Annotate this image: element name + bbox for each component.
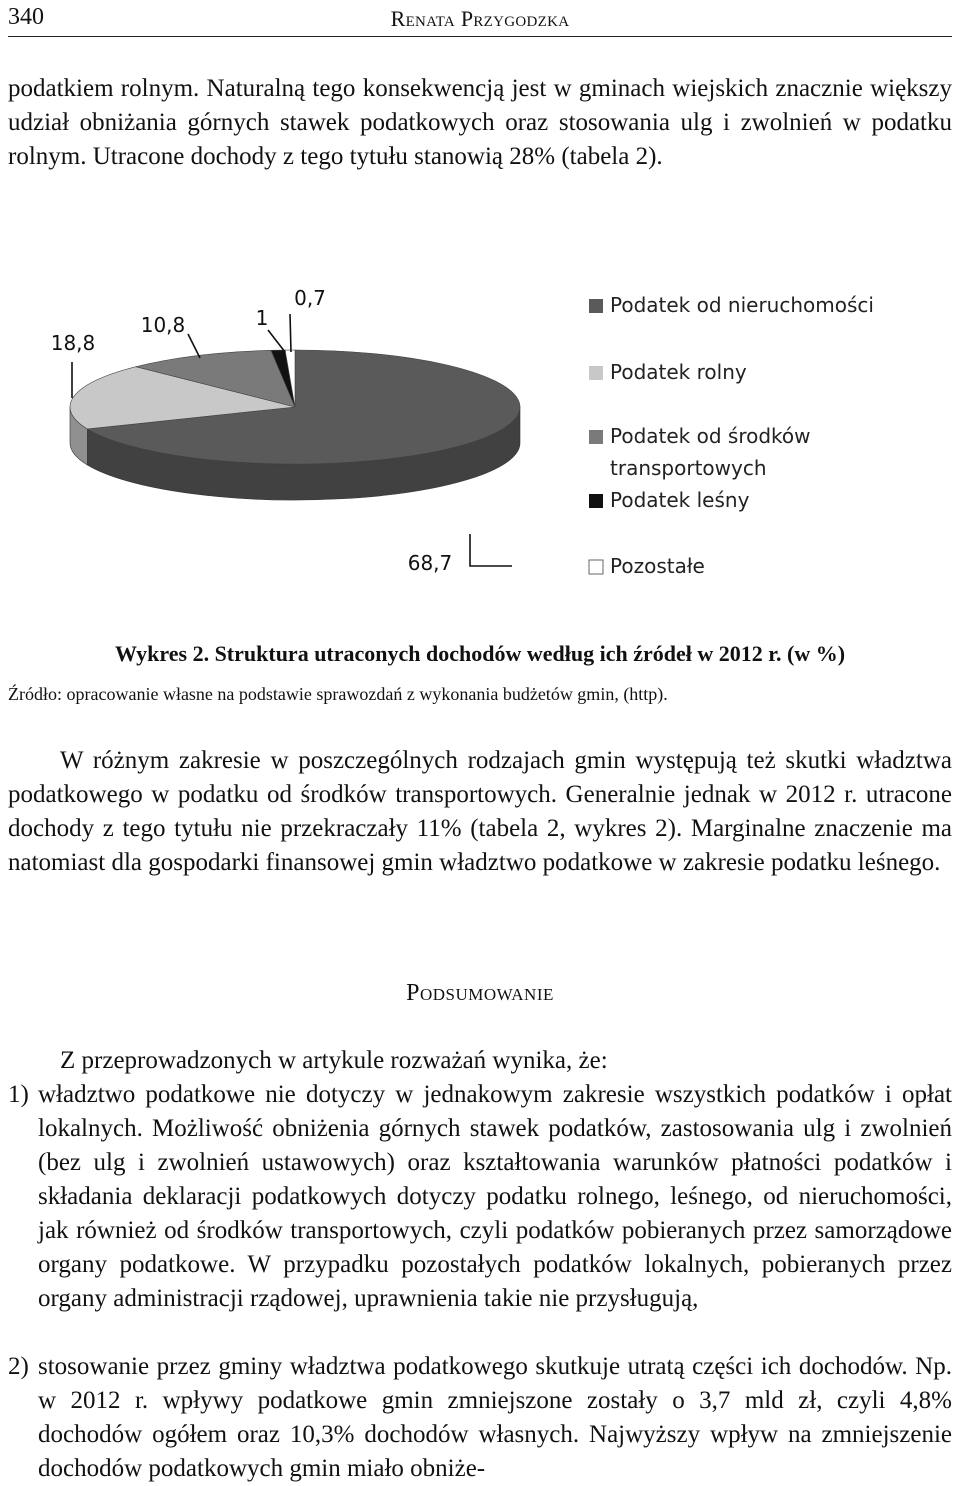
data-label: 0,7 [294, 286, 326, 310]
list-item [8, 1350, 952, 1486]
running-title: Renata Przygodzka [390, 6, 570, 31]
list-text: władztwo podatkowe nie dotyczy w jednakowym zakresie wszystkich podatków i opłat lokalnych. Możliwość obniżenia górnych stawek podatków, zastosowania ulg i zwolnień (bez ulg i zwolnień ustawowych) oraz kształtowania warunków płatności podatków i składania deklaracji podatkowych dotyczy podatku rolnego, leśnego, od nieruchomości, jak również od środków transportowych, czyli podatków pobieranych przez samorządowe organy podatkowe. W przypadku pozostałych podatków lokalnych, pobieranych przez organy administracji rządowej, uprawnienia takie nie przysługują, [38, 1081, 952, 1312]
leader-line [290, 314, 291, 352]
paragraph-2: W różnym zakresie w poszczególnych rodzajach gmin występują też skutki władztwa podatkowego w podatku od środków transportowych. Generalnie jednak w 2012 r. utracone dochody z tego tytułu nie przekraczały 11% (tabela 2, wykres 2). Marginalne znaczenie ma natomiast dla gospodarki finansowej gmin władztwo podatkowe w zakresie podatku leśnego. [8, 747, 952, 876]
legend-label: Podatek od środków [610, 424, 811, 448]
figure-source: Źródło: opracowanie własne na podstawie sprawozdań z wykonania budżetów gmin, (http). [8, 684, 668, 704]
legend-swatch [589, 299, 603, 313]
data-label: 10,8 [140, 313, 186, 337]
data-label: 1 [255, 306, 269, 330]
figure-caption: Wykres 2. Struktura utraconych dochodów według ich źródeł w 2012 r. (w %) [114, 641, 846, 666]
legend-label: Podatek rolny [610, 360, 747, 384]
legend-label: Podatek leśny [610, 488, 750, 512]
leader-line [188, 334, 200, 358]
data-label: 18,8 [50, 331, 96, 355]
data-label: 68,7 [407, 551, 453, 575]
legend-swatch [589, 430, 603, 444]
leader-line [470, 534, 512, 566]
page-number: 340 [8, 4, 44, 30]
legend-swatch [589, 560, 603, 574]
page-header [8, 0, 952, 37]
list-text: stosowanie przez gminy władztwa podatkowego skutkuje utratą części ich dochodów. Np. w 2012 r. wpływy podatkowe gmin zmniejszone zostały o 3,7 mld zł, czyli 4,8% dochodów ogółem oraz 10,3% dochodów własnych. Najwyższy wpływ na zmniejszenie dochodów podatkowych gmin miało obniże- [38, 1353, 952, 1482]
legend-label: Pozostałe [610, 554, 705, 578]
section-title: Podsumowanie [406, 980, 554, 1006]
leader-line [268, 330, 285, 352]
legend-label: transportowych [610, 456, 767, 480]
paragraph-1: podatkiem rolnym. Naturalną tego konsekwencją jest w gminach wiejskich znacznie większy udział obniżania górnych stawek podatkowych oraz stosowania ulg i zwolnień w podatku rolnym. Utracone dochody z tego tytułu stanowią 28% (tabela 2). [8, 75, 952, 170]
list-number: 2) [8, 1353, 29, 1380]
legend-label: Podatek od nieruchomości [610, 293, 874, 317]
legend-swatch [589, 494, 603, 508]
summary-intro: Z przeprowadzonych w artykule rozważań wynika, że: [60, 1047, 608, 1074]
pie-chart [0, 270, 960, 625]
list-item [8, 1078, 952, 1316]
list-number: 1) [8, 1081, 29, 1108]
legend-swatch [589, 366, 603, 380]
